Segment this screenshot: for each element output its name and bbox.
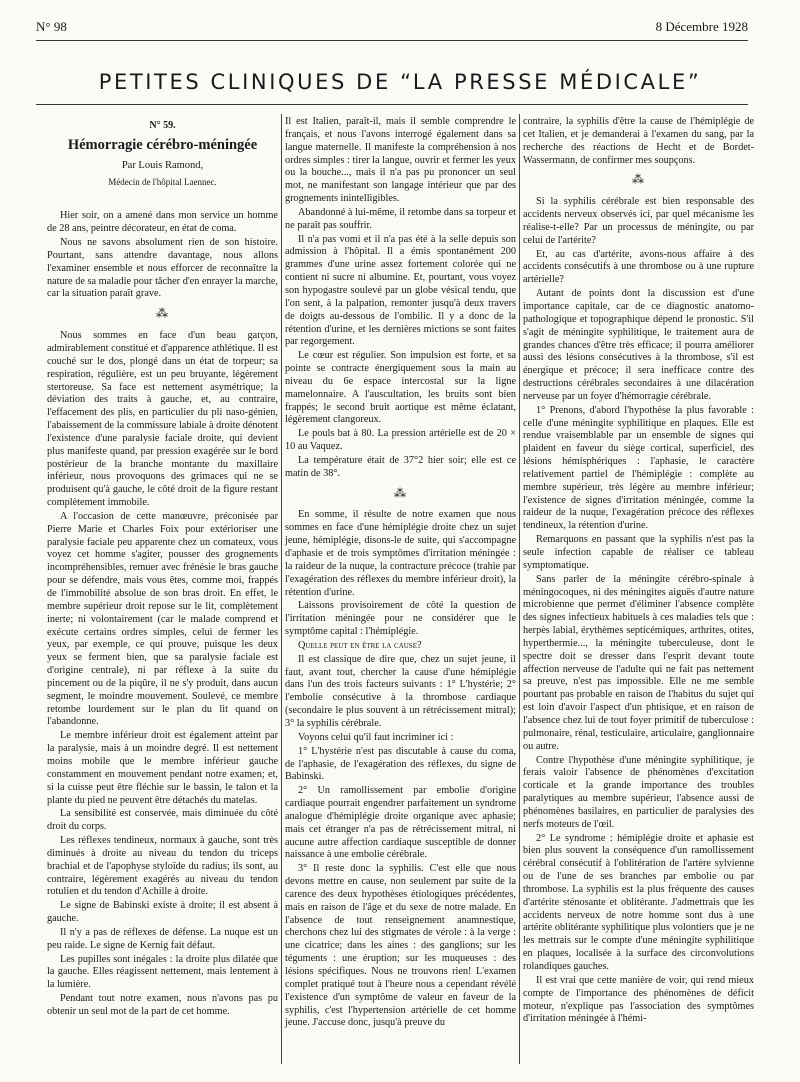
page-header	[36, 19, 748, 37]
section-separator: ⁂	[394, 485, 407, 500]
paragraph: 1° L'hystérie n'est pas discutable à cause du coma, de l'aphasie, de l'exagération des réflexes, du signe de Babinski.	[285, 745, 516, 783]
paragraph: Il est Italien, paraît-il, mais il semble comprendre le français, et nous l'avons interrogé également dans sa langue maternelle. Il manifeste la compréhension à nos ordres simples : tirer la langue, ouvrir et fermer les yeux ou la bouche..., mais il n'a pas pu prononcer un seul mot, ne manifestant son langage intérieur que par des grognements inintelligibles.	[285, 116, 516, 205]
paragraph: contraire, la syphilis d'être la cause de l'hémiplégie de cet Italien, et je demanderai à l'examen du sang, par la recherche des réactions de Hecht et de Bordet-Wassermann, de confirmer mes soupçons.	[523, 116, 754, 166]
paragraph: A l'occasion de cette manœuvre, préconisée par Pierre Marie et Charles Foix pour extérioriser une paralysie faciale peu apparente chez un comateux, vous voyez cet homme s'agiter, pousser des grognements incompréhensibles, remuer avec frénésie le bras gauche pour se défendre, mais vous êtes, comme moi, frappés de l'immobilité absolue de son bras droit. En effet, le membre supérieur droit repose sur le lit, complètement inerte; ni volontairement (car le malade comprend et exécute certains ordres simples, celui de fermer les yeux, par exemple, ce qui prouve, puisque les deux yeux se ferment bien, que sa paralysie faciale est d'origine centrale), ni par réflexe à la suite du pincement ou de la piqûre, il ne s'y produit, dans aucun segment, le moindre mouvement. Soulevé, ce membre retombe lourdement sur le plan du lit quand on l'abandonne.	[47, 510, 278, 728]
header-rule	[36, 40, 748, 41]
paragraph: En somme, il résulte de notre examen que nous sommes en face d'une hémiplégie droite chez un sujet jeune, hémiplégie, disons-le de suite, qui s'accompagne d'aphasie et de trois symptômes d'irritation méningée : la raideur de la nuque, la contracture précoce (trahie par l'exagération des réflexes du membre inférieur droit), la rétention d'urine.	[285, 509, 516, 598]
issue-number: N° 98	[36, 19, 67, 34]
paragraph: Le signe de Babinski existe à droite; il est absent à gauche.	[47, 900, 278, 925]
text-column-3	[523, 116, 754, 1027]
paragraph: Les pupilles sont inégales : la droite plus dilatée que la gauche. Elles réagissent nettement, mais lentement à la lumière.	[47, 953, 278, 991]
paragraph: Il est classique de dire que, chez un sujet jeune, il faut, avant tout, chercher la cause d'une hémiplégie dans l'un des trois facteurs suivants : 1° L'hystérie; 2° l'embolie consécutive à la thrombose cardiaque (secondaire le plus souvent à un rétrécissement mitral); 3° la syphilis cérébrale.	[285, 653, 516, 729]
article-title: Hémorragie cérébro-méningée	[67, 136, 258, 153]
journal-banner: PETITES CLINIQUES DE “LA PRESSE MÉDICALE”	[98, 70, 702, 94]
paragraph: Voyons celui qu'il faut incriminer ici :	[298, 731, 454, 743]
author-affiliation: Médecin de l'hôpital Laennec.	[108, 176, 217, 187]
column-divider	[519, 114, 520, 1064]
paragraph: Et, au cas d'artérite, avons-nous affaire à des accidents consécutifs à une thrombose ou à une rupture artérielle?	[523, 248, 754, 286]
paragraph: Pendant tout notre examen, nous n'avons pas pu obtenir un seul mot de la part de cet homme.	[47, 993, 278, 1017]
paragraph: 2° Le syndrome : hémiplégie droite et aphasie est bien plus souvent la conséquence d'un ramollissement cérébral consécutif à l'oblitération de l'artère sylvienne ou de l'une de ses branches par embolie ou par thrombose. La syphilis est la plus fréquente des causes d'artérite sténosante et oblitérante. J'admettrais que les accidents nerveux de notre homme sont dus à une artérite oblitérante syphilitique plus volontiers que je ne les mettrais sur le compte d'une méningite syphilitique en plaques, localisée à la surface des circonvolutions rolandiques gauches.	[523, 832, 754, 972]
paragraph: Hier soir, on a amené dans mon service un homme de 28 ans, peintre décorateur, en état de coma.	[47, 210, 278, 235]
paragraph: Remarquons en passant que la syphilis n'est pas la seule infection capable de réaliser ce tableau symptomatique.	[523, 534, 754, 571]
section-separator: ⁂	[156, 306, 169, 321]
subheading: Quelle peut en être la cause?	[298, 639, 422, 651]
paragraph: Les réflexes tendineux, normaux à gauche, sont très diminués à droite au niveau du tendon du triceps brachial et de l'apophyse styloïde du radius; ils sont, au contraire, légèrement exagérés au niveau du tendon rotulien et du tendon d'Achille à droite.	[47, 835, 278, 898]
paragraph: Le cœur est régulier. Son impulsion est forte, et sa pointe se contracte énergiquement sous la main au niveau du 6e espace intercostal sur la ligne mamelonnaire. A l'auscultation, les bruits sont bien frappés; le second bruit aortique est même éclatant, légèrement clangoreux.	[285, 350, 516, 426]
paragraph: La température était de 37°2 hier soir; elle est ce matin de 38°.	[285, 454, 516, 479]
paragraph: Le pouls bat à 80. La pression artérielle est de 20 × 10 au Vaquez.	[285, 428, 516, 453]
paragraph: Autant de points dont la discussion est d'une importance capitale, car de ce diagnostic anatomo-pathologique et topographique dépend le pronostic. S'il s'agit de méningite syphilitique, le traitement aura de grandes chances d'être très efficace; il pourra améliorer aussi des lésions consécutives à la thrombose, s'il est énergique et précoce; il sera inefficace contre des destructions cérébrales secondaires à une dilacération nerveuse par un foyer d'hémorragie cérébrale.	[523, 288, 754, 402]
text-column-1	[47, 116, 278, 1020]
paragraph: Abandonné à lui-même, il retombe dans sa torpeur et ne paraît pas souffrir.	[285, 206, 516, 231]
paragraph: Nous sommes en face d'un beau garçon, admirablement constitué et d'apparence athlétique. Il est couché sur le dos, plongé dans un état de torpeur; sa respiration, régulière, est un peu bruyante, légèrement stertoreuse. Sa face est nettement asymétrique; la déviation des traits à gauche, et, au contraire, l'effacement des plis, en particulier du pli naso-génien, l'abaissement de la commissure labiale à droite dénotent l'existence d'une paralysie faciale droite, qui devient plus manifeste quand, par pression exagérée sur le bord postérieur de la branche montante du maxillaire inférieur, nous provoquons des grimaces qui ne se produisent qu'à gauche, le côté droit de la figure restant complètement immobile.	[47, 330, 278, 509]
text-column-2	[285, 116, 516, 1031]
banner-rule	[36, 104, 748, 105]
article-number: N° 59.	[149, 120, 176, 131]
paragraph: Le membre inférieur droit est également atteint par la paralysie, mais à un moindre degré. Il est nettement moins mobile que le membre inférieur gauche constamment en mouvement pendant notre examen; et, si la cuisse peut être fléchie sur le bassin, le talon et la plante du pied ne peuvent être détachés du matelas.	[47, 730, 278, 806]
paragraph: Sans parler de la méningite cérébro-spinale à méningocoques, ni des méningites aiguës d'autre nature microbienne que permet d'éliminer l'absence complète des signes infectieux habituels à ces maladies tels que : herpès labial, érythèmes septicémiques, arthrites, otites, hyperthermie..., la méningite tuberculeuse, dont le spectre doit se dresser dans l'esprit devant toute affection nerveuse de l'adulte qui ne fait pas nettement sa preuve, n'est pas impossible. Elle ne me semble pourtant pas probable en raison de l'habitus du sujet qui est loin d'avoir l'aspect d'un phtisique, et en raison de l'absence chez lui de tout foyer primitif de tuberculose : pulmonaire, rénal, testiculaire, articulaire, ganglionnaire ou autre.	[523, 573, 754, 752]
paragraph: 2° Un ramollissement par embolie d'origine cardiaque pourrait engendrer parfaitement un syndrome analogue d'hémiplégie droite organique avec aphasie; mais cet étranger n'a pas de rétrécissement mitral, ni aucune autre affection cardiaque susceptible de donner naissance à une embolie cérébrale.	[285, 785, 516, 861]
paragraph: Nous ne savons absolument rien de son histoire. Pourtant, sans attendre davantage, nous allons l'examiner ensemble et nous efforcer de reconnaître la nature de sa maladie pour tâcher d'en enrayer la marche, car la situation paraît grave.	[47, 237, 278, 300]
paragraph: 3° Il reste donc la syphilis. C'est elle que nous devons mettre en cause, non seulement par suite de la carence des deux hypothèses étiologiques précédentes, mais en raison de l'âge et du sexe de notre malade. En l'absence de tout renseignement anamnestique, cherchons chez lui des stigmates de vérole : à la verge : une cicatrice; dans les aines : des ganglions; sur les téguments : une éruption; sur les muqueuses : des lésions spécifiques. Nous ne trouvons rien! L'examen complet pratiqué tout à l'heure nous a cependant révélé l'existence d'un symptôme de valeur en faveur de la syphilis, c'est l'hypertension artérielle de cet homme jeune. J'accuse donc, jusqu'à preuve du	[285, 863, 516, 1029]
paragraph: 1° Prenons, d'abord l'hypothèse la plus favorable : celle d'une méningite syphilitique en plaques. Elle est rendue vraisemblable par un ensemble de signes qui plaident en faveur du siège cortical, superficiel, des lésions hémisphériques : l'aphasie, le caractère relativement partiel de l'hémiplégie : complète au membre supérieur, très légère au membre inférieur; l'existence de signes d'irritation méningée, comme la raideur de la nuque, l'exagération précoce des réflexes tendineux, la rétention d'urine.	[523, 404, 754, 532]
column-divider	[281, 114, 282, 1064]
paragraph: Il n'y a pas de réflexes de défense. La nuque est un peu raide. Le signe de Kernig fait défaut.	[47, 926, 278, 951]
paragraph: Contre l'hypothèse d'une méningite syphilitique, je ferais valoir l'absence de phénomènes d'excitation corticale et la grande importance des troubles paralytiques au membre supérieur, l'absence aussi de phénomènes basilaires, en particulier de paralysies des nerfs moteurs de l'œil.	[523, 754, 754, 830]
paragraph: Il n'a pas vomi et il n'a pas été à la selle depuis son admission à l'hôpital. Il a émis spontanément 200 grammes d'une urine assez fortement colorée qui ne contient ni sucre ni albumine. Et, pourtant, vous voyez son hypogastre soulevé par un globe vésical tendu, que l'on sent, à la palpation, remonter jusqu'à deux travers de doigts au-dessous de l'ombilic. Il y a donc de la rétention d'urine, et les dernières mictions se sont faites par regorgement.	[285, 233, 516, 348]
article-author: Par Louis Ramond,	[121, 159, 204, 171]
paragraph: Si la syphilis cérébrale est bien responsable des accidents nerveux observés ici, par quel mécanisme les réalise-t-elle? Par un processus de méningite, ou par celui de l'artérite?	[523, 196, 754, 246]
issue-date: 8 Décembre 1928	[655, 19, 748, 34]
paragraph: Laissons provisoirement de côté la question de l'irritation méningée pour ne considérer que le symptôme capital : l'hémiplégie.	[285, 600, 516, 638]
section-separator: ⁂	[632, 172, 645, 187]
paragraph: Il est vrai que cette manière de voir, qui rend mieux compte de l'importance des phénomènes de déficit moteur, n'explique pas l'association des symptômes d'irritation méningée à l'hémi-	[523, 974, 754, 1025]
paragraph: La sensibilité est conservée, mais diminuée du côté droit du corps.	[47, 808, 278, 833]
